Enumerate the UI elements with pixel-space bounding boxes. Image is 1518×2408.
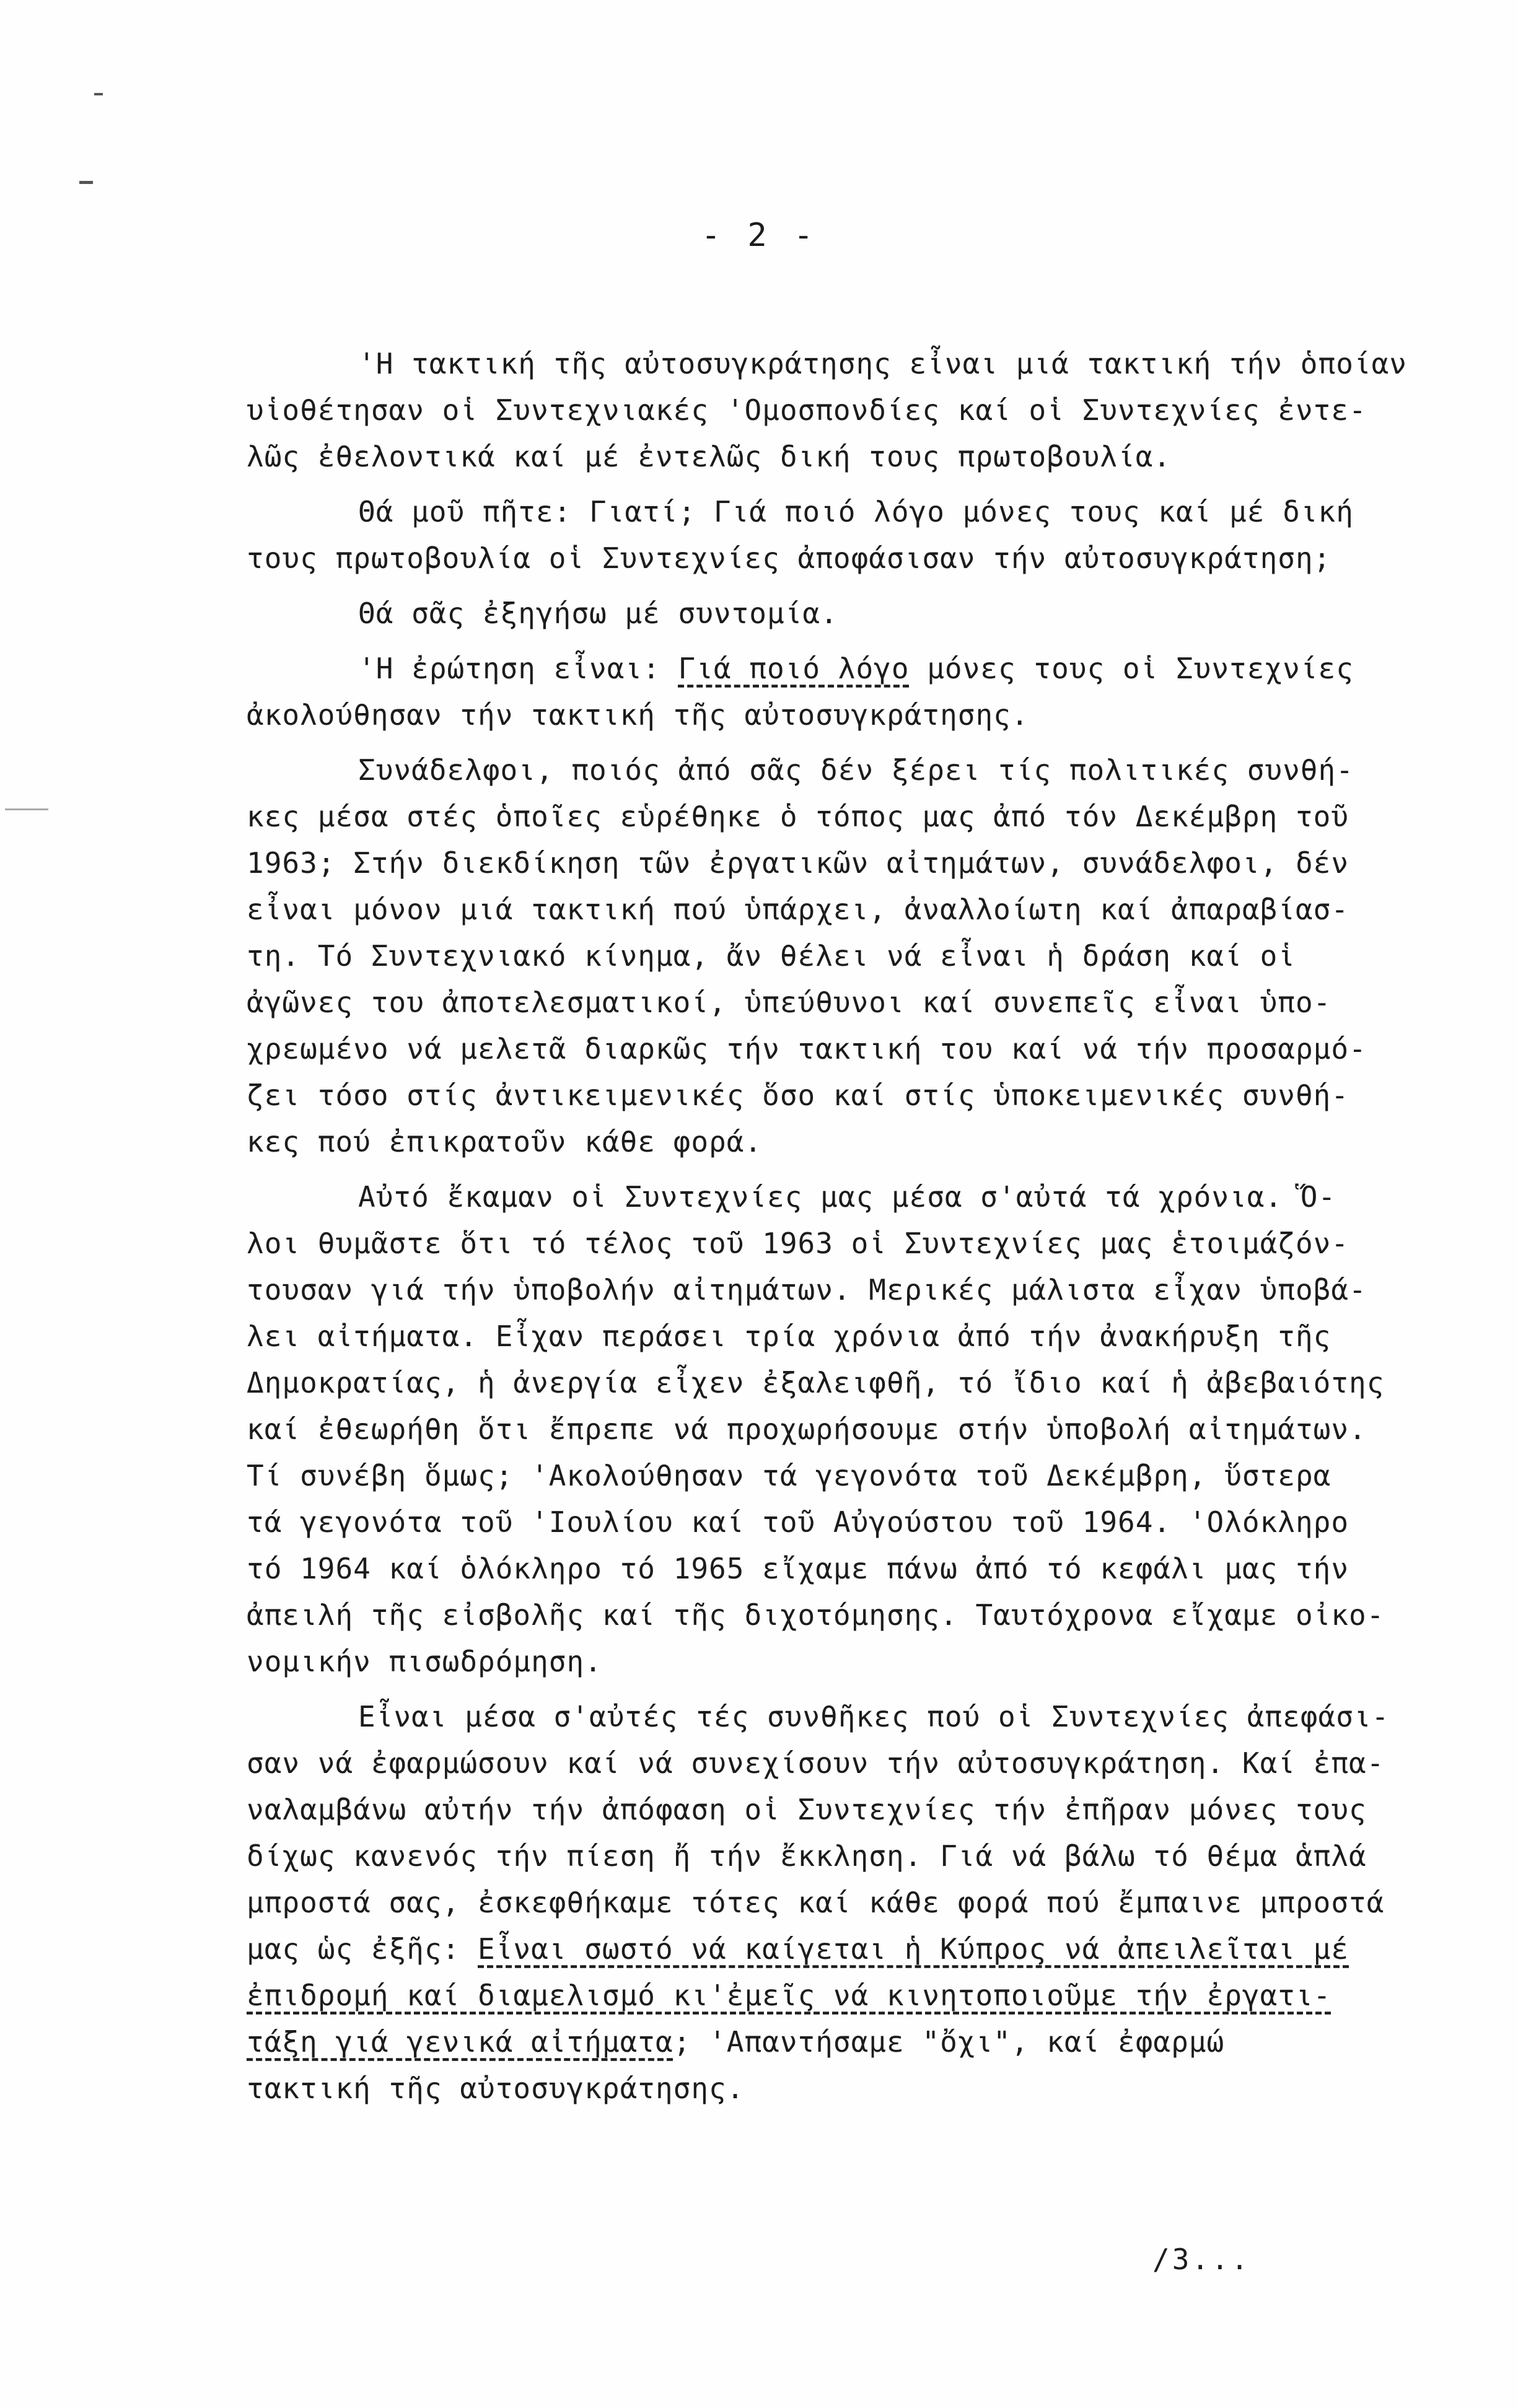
underlined-text: τάξη γιά γενικά αἰτήματα <box>247 2025 673 2059</box>
text-line: Θά μοῦ πῆτε: Γιατί; Γιά ποιό λόγο μόνες τους καί μέ δική <box>358 495 1354 528</box>
paragraph <box>247 341 1461 480</box>
text-segment: μας ὡς ἐξῆς: <box>247 1932 478 1966</box>
text-line: ναλαμβάνω αὐτήν τήν ἀπόφαση οἱ Συντεχνίες τήν ἐπῆραν μόνες τους <box>247 1793 1367 1826</box>
text-line: νομικήν πισωδρόμηση. <box>247 1645 602 1678</box>
paragraph <box>247 747 1461 1165</box>
text-line: ἀγῶνες του ἀποτελεσματικοί, ὑπεύθυνοι καί συνεπεῖς εἶναι ὑπο- <box>247 986 1332 1019</box>
text-segment: ; 'Απαντήσαμε "ὄχι", καί ἐφαρμώ <box>673 2025 1225 2059</box>
paragraph <box>247 590 1461 637</box>
margin-mark-top-left <box>79 181 93 184</box>
text-line: Τί συνέβη ὅμως; 'Ακολούθησαν τά γεγονότα τοῦ Δεκέμβρη, ὕστερα <box>247 1459 1332 1492</box>
text-line: ζει τόσο στίς ἀντικειμενικές ὅσο καί στίς ὑποκειμενικές συνθή- <box>247 1079 1349 1112</box>
text-line: τουσαν γιά τήν ὑποβολήν αἰτημάτων. Μερικές μάλιστα εἶχαν ὑποβά- <box>247 1273 1367 1307</box>
text-line: μπροστά σας, ἐσκεφθήκαμε τότες καί κάθε φορά πού ἔμπαινε μπροστά <box>247 1886 1385 1919</box>
text-line: κες πού ἐπικρατοῦν κάθε φορά. <box>247 1125 763 1158</box>
text-line: λοι θυμᾶστε ὅτι τό τέλος τοῦ 1963 οἱ Συντεχνίες μας ἑτοιμάζόν- <box>247 1227 1349 1260</box>
text-line: τά γεγονότα τοῦ 'Ιουλίου καί τοῦ Αὐγούστου τοῦ 1964. 'Ολόκληρο <box>247 1505 1349 1539</box>
text-line <box>247 646 1461 692</box>
text-line <box>247 2019 1461 2065</box>
underlined-text: ἐπιδρομή καί διαμελισμό κι'ἐμεῖς νά κινητοποιοῦμε τήν ἐργατι- <box>247 1979 1332 2012</box>
text-line: δίχως κανενός τήν πίεση ἤ τήν ἔκκληση. Γιά νά βάλω τό θέμα ἁπλά <box>247 1839 1367 1873</box>
text-line: τό 1964 καί ὁλόκληρο τό 1965 εἴχαμε πάνω ἀπό τό κεφάλι μας τήν <box>247 1552 1349 1585</box>
continuation-marker: /3... <box>1152 2243 1251 2276</box>
text-line: ἀκολούθησαν τήν τακτική τῆς αὐτοσυγκράτησης. <box>247 698 1029 732</box>
page-number: - 2 - <box>701 217 817 254</box>
text-line: Δημοκρατίας, ἡ ἀνεργία εἶχεν ἐξαλειφθῆ, τό ἴδιο καί ἡ ἀβεβαιότης <box>247 1366 1385 1399</box>
text-line: εἶναι μόνον μιά τακτική πού ὑπάρχει, ἀναλλοίωτη καί ἀπαραβίασ- <box>247 893 1349 926</box>
paragraph <box>247 646 1461 738</box>
text-line: 'Η τακτική τῆς αὐτοσυγκράτησης εἶναι μιά τακτική τήν ὁποίαν <box>358 347 1407 380</box>
text-line: τους πρωτοβουλία οἱ Συντεχνίες ἀποφάσισαν τήν αὐτοσυγκράτηση; <box>247 541 1332 575</box>
text-line: κες μέσα στές ὁποῖες εὑρέθηκε ὁ τόπος μας ἀπό τόν Δεκέμβρη τοῦ <box>247 800 1349 833</box>
text-line: 1963; Στήν διεκδίκηση τῶν ἐργατικῶν αἰτημάτων, συνάδελφοι, δέν <box>247 846 1349 880</box>
underlined-text: Εἶναι σωστό νά καίγεται ἡ Κύπρος νά ἀπειλεῖται μέ <box>478 1932 1349 1966</box>
text-line: Αὐτό ἔκαμαν οἱ Συντεχνίες μας μέσα σ'αὐτά τά χρόνια. Ὅ- <box>358 1180 1336 1214</box>
margin-mark-top <box>94 93 103 95</box>
text-line <box>247 1926 1461 1972</box>
paragraph <box>247 1694 1461 2112</box>
text-line: καί ἐθεωρήθη ὅτι ἔπρεπε νά προχωρήσουμε στήν ὑποβολή αἰτημάτων. <box>247 1412 1367 1446</box>
text-line: Εἶναι μέσα σ'αὐτές τές συνθῆκες πού οἱ Συντεχνίες ἀπεφάσι- <box>358 1700 1390 1733</box>
text-line: Θά σᾶς ἐξηγήσω μέ συντομία. <box>358 597 838 630</box>
text-line: τη. Τό Συντεχνιακό κίνημα, ἄν θέλει νά εἶναι ἡ δράση καί οἱ <box>247 939 1296 973</box>
paragraph <box>247 1174 1461 1685</box>
text-line: σαν νά ἐφαρμώσουν καί νά συνεχίσουν τήν αὐτοσυγκράτηση. Καί ἐπα- <box>247 1746 1385 1780</box>
text-line: λει αἰτήματα. Εἶχαν περάσει τρία χρόνια ἀπό τήν ἀνακήρυξη τῆς <box>247 1320 1332 1353</box>
text-segment: 'Η ἐρώτηση εἶναι: <box>358 652 678 685</box>
text-line: τακτική τῆς αὐτοσυγκράτησης. <box>247 2072 745 2105</box>
text-line: ἀπειλή τῆς εἰσβολῆς καί τῆς διχοτόμησης. Ταυτόχρονα εἴχαμε οἰκο- <box>247 1598 1385 1632</box>
text-line: Συνάδελφοι, ποιός ἀπό σᾶς δέν ξέρει τίς πολιτικές συνθή- <box>358 753 1354 787</box>
margin-mark-middle-left <box>5 808 48 810</box>
document-body <box>247 341 1461 2121</box>
text-line: λῶς ἐθελοντικά καί μέ ἐντελῶς δική τους πρωτοβουλία. <box>247 440 1172 473</box>
paragraph <box>247 489 1461 582</box>
text-line: υἱοθέτησαν οἱ Συντεχνιακές 'Ομοσπονδίες καί οἱ Συντεχνίες ἐντε- <box>247 393 1367 427</box>
text-line: χρεωμένο νά μελετᾶ διαρκῶς τήν τακτική του καί νά τήν προσαρμό- <box>247 1032 1367 1066</box>
text-line <box>247 1972 1461 2019</box>
text-segment: μόνες τους οἱ Συντεχνίες <box>909 652 1354 685</box>
underlined-text: Γιά ποιό λόγο <box>678 652 910 685</box>
